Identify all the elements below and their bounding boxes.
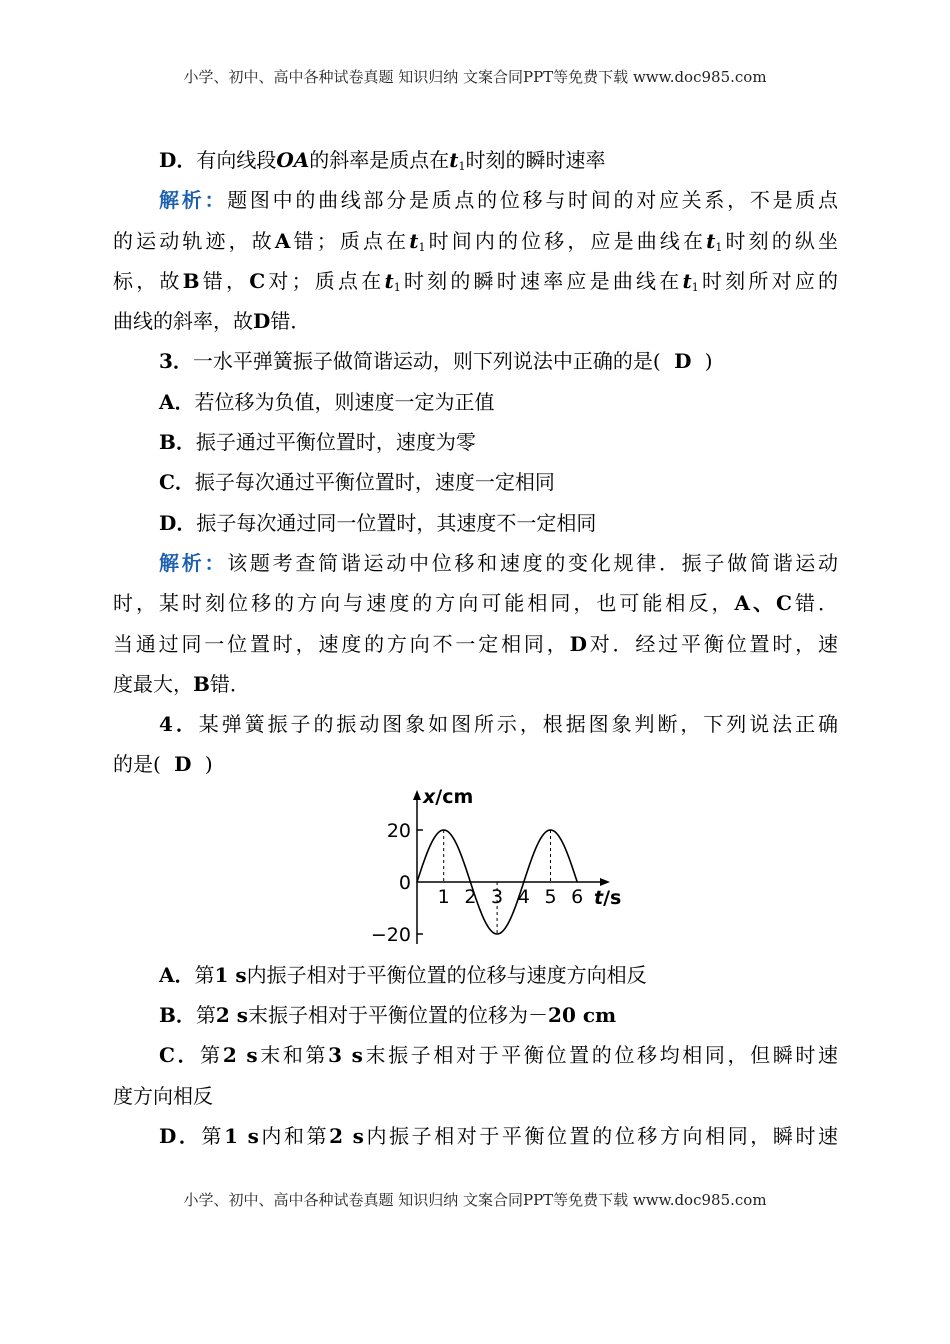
q4-option-d: D．第1 s内和第2 s内振子相对于平衡位置的位移方向相同，瞬时速 — [159, 1123, 839, 1148]
q4-answer: D — [174, 752, 192, 777]
q4-option-c-line1: C．第2 s末和第3 s末振子相对于平衡位置的位移均相同，但瞬时速 — [159, 1043, 839, 1068]
q3-answer: D — [674, 349, 692, 374]
x-tick-label-6: 6 — [571, 885, 584, 908]
x-axis-label — [594, 887, 621, 909]
q2-analysis-line3: 标，故B错，C对；质点在$t_1$时刻的瞬时速率应是曲线在$t_1$时刻所对应的 — [113, 268, 839, 294]
page-header: 小学、初中、高中各种试卷真题 知识归纳 文案合同PPT等免费下载 www.doc985.com — [183, 68, 767, 86]
vibration-graph-svg — [363, 789, 633, 954]
q4-option-b: B．第2 s末振子相对于平衡位置的位移为－20 cm — [159, 1003, 617, 1028]
x-axis-arrow-icon — [600, 878, 610, 886]
q2-analysis-line4: 曲线的斜率，故D错． — [113, 309, 311, 334]
q2-analysis-line1: 解析：题图中的曲线部分是质点的位移与时间的对应关系，不是质点 — [159, 188, 839, 213]
q4-stem-line1: 4．某弹簧振子的振动图象如图所示，根据图象判断，下列说法正确 — [159, 712, 839, 737]
x-tick-label-4: 4 — [517, 885, 530, 908]
q3-option-b: B．振子通过平衡位置时，速度为零 — [159, 430, 476, 455]
x-axis-var: t — [594, 886, 604, 909]
vibration-graph — [113, 785, 838, 955]
q4-stem-line2: 的是( D ) — [113, 744, 838, 784]
q3-stem: 3．一水平弹簧振子做简谐运动，则下列说法中正确的是( D ) — [113, 341, 838, 381]
x-tick-label-1: 1 — [437, 885, 450, 908]
x-tick-label-5: 5 — [544, 885, 557, 908]
q3-analysis-line4: 度最大，B错． — [113, 671, 250, 696]
page-footer: 小学、初中、高中各种试卷真题 知识归纳 文案合同PPT等免费下载 www.doc985.com — [183, 1191, 767, 1209]
x-tick-label-2: 2 — [464, 885, 477, 908]
q2-option-d: D．有向线段OA的斜率是质点在$t_1$时刻的瞬时速率 — [159, 148, 606, 173]
x-axis-unit: /s — [603, 886, 622, 909]
analysis-label: 解析： — [159, 550, 228, 575]
page-content — [113, 140, 838, 1156]
y-tick-label-neg20: −20 — [370, 923, 411, 946]
y-tick-label-0: 0 — [398, 871, 411, 894]
y-tick-label-20: 20 — [386, 819, 411, 842]
q4-option-c-line2: 度方向相反 — [113, 1083, 213, 1108]
y-axis-label — [422, 789, 473, 808]
analysis-label: 解析： — [159, 188, 228, 213]
q3-analysis-line2: 时，某时刻位移的方向与速度的方向可能相同，也可能相反，A、C错． — [113, 591, 839, 616]
y-axis-var: x — [423, 788, 436, 808]
q2-analysis-line2: 的运动轨迹，故A错；质点在$t_1$时间内的位移，应是曲线在$t_1$时刻的纵坐 — [113, 228, 839, 254]
q4-option-a: A．第1 s内振子相对于平衡位置的位移与速度方向相反 — [159, 962, 647, 987]
y-axis-unit: /cm — [435, 788, 474, 808]
x-tick-label-3: 3 — [491, 885, 504, 908]
y-axis-arrow-icon — [413, 790, 421, 800]
q3-analysis-line3: 当通过同一位置时，速度的方向不一定相同，D对．经过平衡位置时，速 — [113, 631, 839, 656]
q3-option-a: A．若位移为负值，则速度一定为正值 — [159, 389, 495, 414]
q3-option-c: C．振子每次通过平衡位置时，速度一定相同 — [159, 470, 555, 495]
q3-analysis-line1: 解析：该题考查简谐运动中位移和速度的变化规律．振子做简谐运动 — [159, 550, 839, 575]
q3-option-d: D．振子每次通过同一位置时，其速度不一定相同 — [159, 510, 597, 535]
